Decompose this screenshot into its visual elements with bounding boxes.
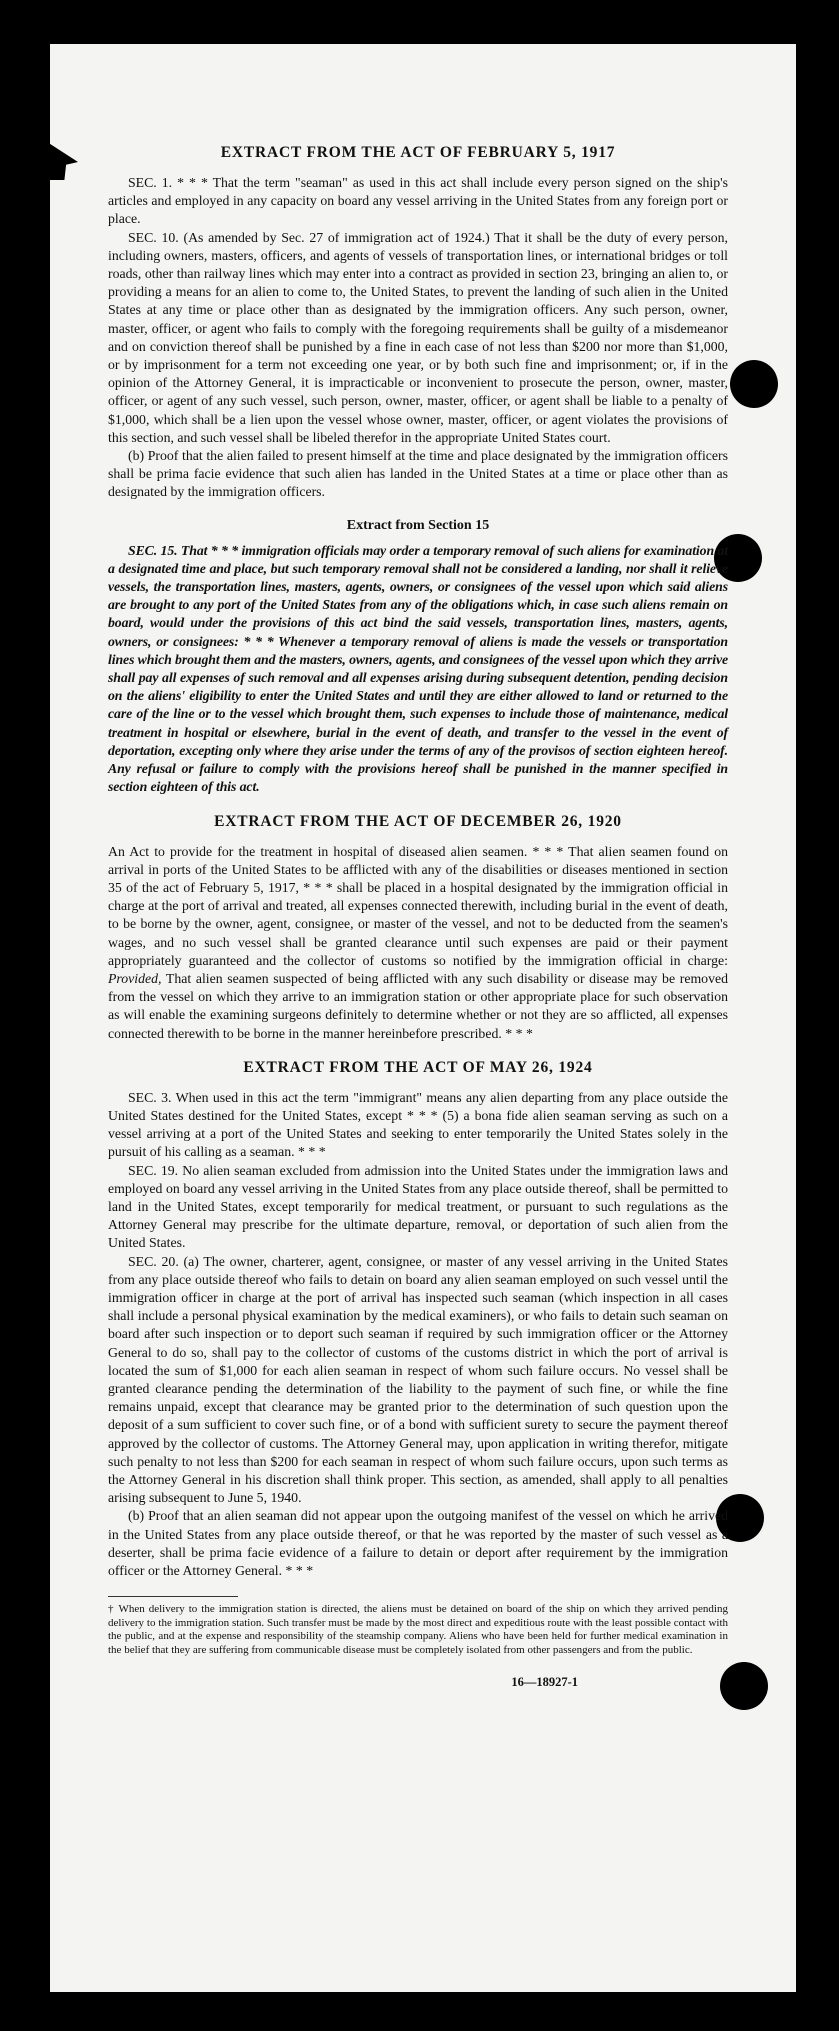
paragraph: SEC. 19. No alien seaman excluded from admission into the United States under the immigration laws and employed on board any vessel arriving in the United States from any place outside thereof, shall be permitted to land in the United States, except temporarily for medical treatment, or pursuant to such regulations as the Attorney General may prescribe for the ultimate departure, removal, or deportation of such alien from the United States.: [108, 1162, 728, 1251]
paragraph: SEC. 3. When used in this act the term "immigrant" means any alien departing from any place outside the United States destined for the United States, except * * * (5) a bona fide alien seaman serving as such on a vessel arriving at a port of the United States and seeking to enter temporarily the United States solely in the pursuit of his calling as a seaman. * * *: [108, 1089, 728, 1160]
section-title: EXTRACT FROM THE ACT OF MAY 26, 1924: [243, 1058, 593, 1076]
section-act-1917: [108, 144, 728, 502]
paragraph: [108, 843, 728, 1043]
section-act-1920: [108, 813, 728, 1043]
section-title: EXTRACT FROM THE ACT OF DECEMBER 26, 1920: [214, 812, 622, 830]
paragraph: SEC. 10. (As amended by Sec. 27 of immigration act of 1924.) That it shall be the duty of every person, including owners, masters, officers, and agents of vessels of transportation lines, or international bridges or toll roads, other than railway lines which may enter into a contract as provided in section 23, bringing an alien to, or providing a means for an alien to come to, the United States, to prevent the landing of such alien in the United States at any time or place other than as designated by the immigration officers. Any such person, owner, master, officer, or agent who fails to comply with the foregoing requirements shall be guilty of a misdemeanor and on conviction thereof shall be punished by a fine in each case of not less than $200 nor more than $1,000, or by imprisonment for a term not exceeding one year, or by both such fine and imprisonment; or, if in the opinion of the Attorney General, it is impracticable or inconvenient to prosecute the person, owner, master, officer, or agent of any such vessel, such person, owner, master, officer, or agent shall be liable to a penalty of $1,000, which shall be a lien upon the vessel whose owner, master, officer, or agent violates the provisions of this section, and such vessel shall be libeled therefor in the appropriate United States court.: [108, 229, 728, 445]
paragraph: (b) Proof that an alien seaman did not appear upon the outgoing manifest of the vessel on which he arrived in the United States from any place outside thereof, or that he was reported by the master of such vessel as a deserter, shall be prima facie evidence of a failure to detain or deport after requirement by the immigration officer or the Attorney General. * * *: [108, 1508, 728, 1579]
paragraph: SEC. 1. * * * That the term "seaman" as used in this act shall include every person signed on the ship's articles and employed in any capacity on board any vessel arriving in the United States from any foreign port or place.: [108, 175, 728, 227]
section-15-extract: [108, 518, 728, 797]
paragraph: SEC. 15. That * * * immigration officials may order a temporary removal of such aliens for examination at a designated time and place, but such temporary removal shall not be considered a landing, nor shall it relieve vessels, the transportation lines, masters, agents, owners, or consignees of the vessel upon which said aliens are brought to any port of the United States from any of the obligations which, in case such aliens remain on board, would under the provisions of this act bind the said vessels, transportation lines, masters, agents, owners, or consignees: * * * Whenever a temporary removal of aliens is made the vessels or transportation lines which brought them and the masters, owners, agents, and consignees of the vessel upon which they arrive shall pay all expenses of such removal and all expenses arising during subsequent detention, pending decision on the aliens' eligibility to enter the United States and until they are either allowed to land or returned to the care of the line or to the vessel which brought them, such expenses to include those of maintenance, medical treatment in hospital or elsewhere, burial in the event of death, and transfer to the vessel in the event of deportation, excepting only where they arise under the terms of any of the provisos of section eighteen hereof. Any refusal or failure to comply with the provisions hereof shall be punished in the manner specified in section eighteen of this act.: [108, 542, 728, 795]
paragraph: SEC. 20. (a) The owner, charterer, agent, consignee, or master of any vessel arriving in the United States from any place outside thereof who fails to detain on board any alien seaman employed on such vessel until the immigration officer in charge at the port of arrival has inspected such seaman (which inspection in all cases shall include a personal physical examination by the medical examiners), or who fails to detain such seaman on board after such inspection or to deport such seaman if required by such immigration officer or the Attorney General to do so, shall pay to the collector of customs of the customs district in which the port of arrival is located the sum of $1,000 for each alien seaman in respect of whom such failure occurs. No vessel shall be granted clearance pending the determination of the liability to the payment of such fine, or while the fine remains unpaid, except that clearance may be granted prior to the determination of such question upon the deposit of a sum sufficient to cover such fine, or of a bond with sufficient surety to secure the payment thereof approved by the collector of customs. The Attorney General may, upon application in writing therefor, mitigate such penalty to not less than $200 for each seaman in respect of whom such failure occurs, upon such terms as the Attorney General in his discretion shall think proper. This section, as amended, shall apply to all penalties arising subsequent to June 5, 1940.: [108, 1253, 728, 1506]
paragraph: (b) Proof that the alien failed to present himself at the time and place designated by the immigration officers shall be prima facie evidence that such alien has landed in the United States at a time or place other than as designated by the immigration officers.: [108, 448, 728, 500]
text-run-italic: Provided,: [108, 970, 162, 986]
section-title: EXTRACT FROM THE ACT OF FEBRUARY 5, 1917: [220, 144, 616, 161]
footnote-divider: [108, 1596, 238, 1597]
section-act-1924: [108, 1059, 728, 1580]
document-text: [108, 144, 728, 1690]
text-run: That alien seamen suspected of being afflicted with any such disability or disease may be removed from the vessel on which they arrive to an immigration station or other appropriate place for such observation as will enable the examining surgeons definitely to determine whether or not they are so afflicted, all expenses connected therewith to be borne in the manner hereinbefore prescribed. * * *: [108, 970, 728, 1041]
document-number: 16—18927-1: [511, 1675, 578, 1690]
footnote: † When delivery to the immigration station is directed, the aliens must be detained on board of the ship on which they arrived pending delivery to the immigration station. Such transfer must be made by the most direct and expeditious route with the least possible contact with the public, and at the expense and responsibility of the steamship company. Aliens who have been held for further medical examination in the belief that they are suffering from communicable disease must be completely isolated from other passengers and from the public.: [108, 1603, 728, 1656]
text-run: An Act to provide for the treatment in hospital of diseased alien seamen. * * * That alien seamen found on arrival in ports of the United States to be afflicted with any of the disabilities or diseases mentioned in section 35 of the act of February 5, 1917, * * * shall be placed in a hospital designated by the immigration official in charge at the port of arrival and treated, all expenses connected therewith, including burial in the event of death, to be borne by the owner, agent, consignee, or master of the vessel, and not to be deducted from the seamen's wages, and no such vessel shall be granted clearance until such expenses are paid or their payment appropriately guaranteed and the collector of customs so notified by the immigration official in charge:: [108, 843, 728, 968]
punch-hole-1: [730, 360, 778, 408]
section-subtitle: Extract from Section 15: [346, 517, 490, 533]
torn-corner: [50, 140, 78, 180]
document-page: [50, 44, 796, 1992]
